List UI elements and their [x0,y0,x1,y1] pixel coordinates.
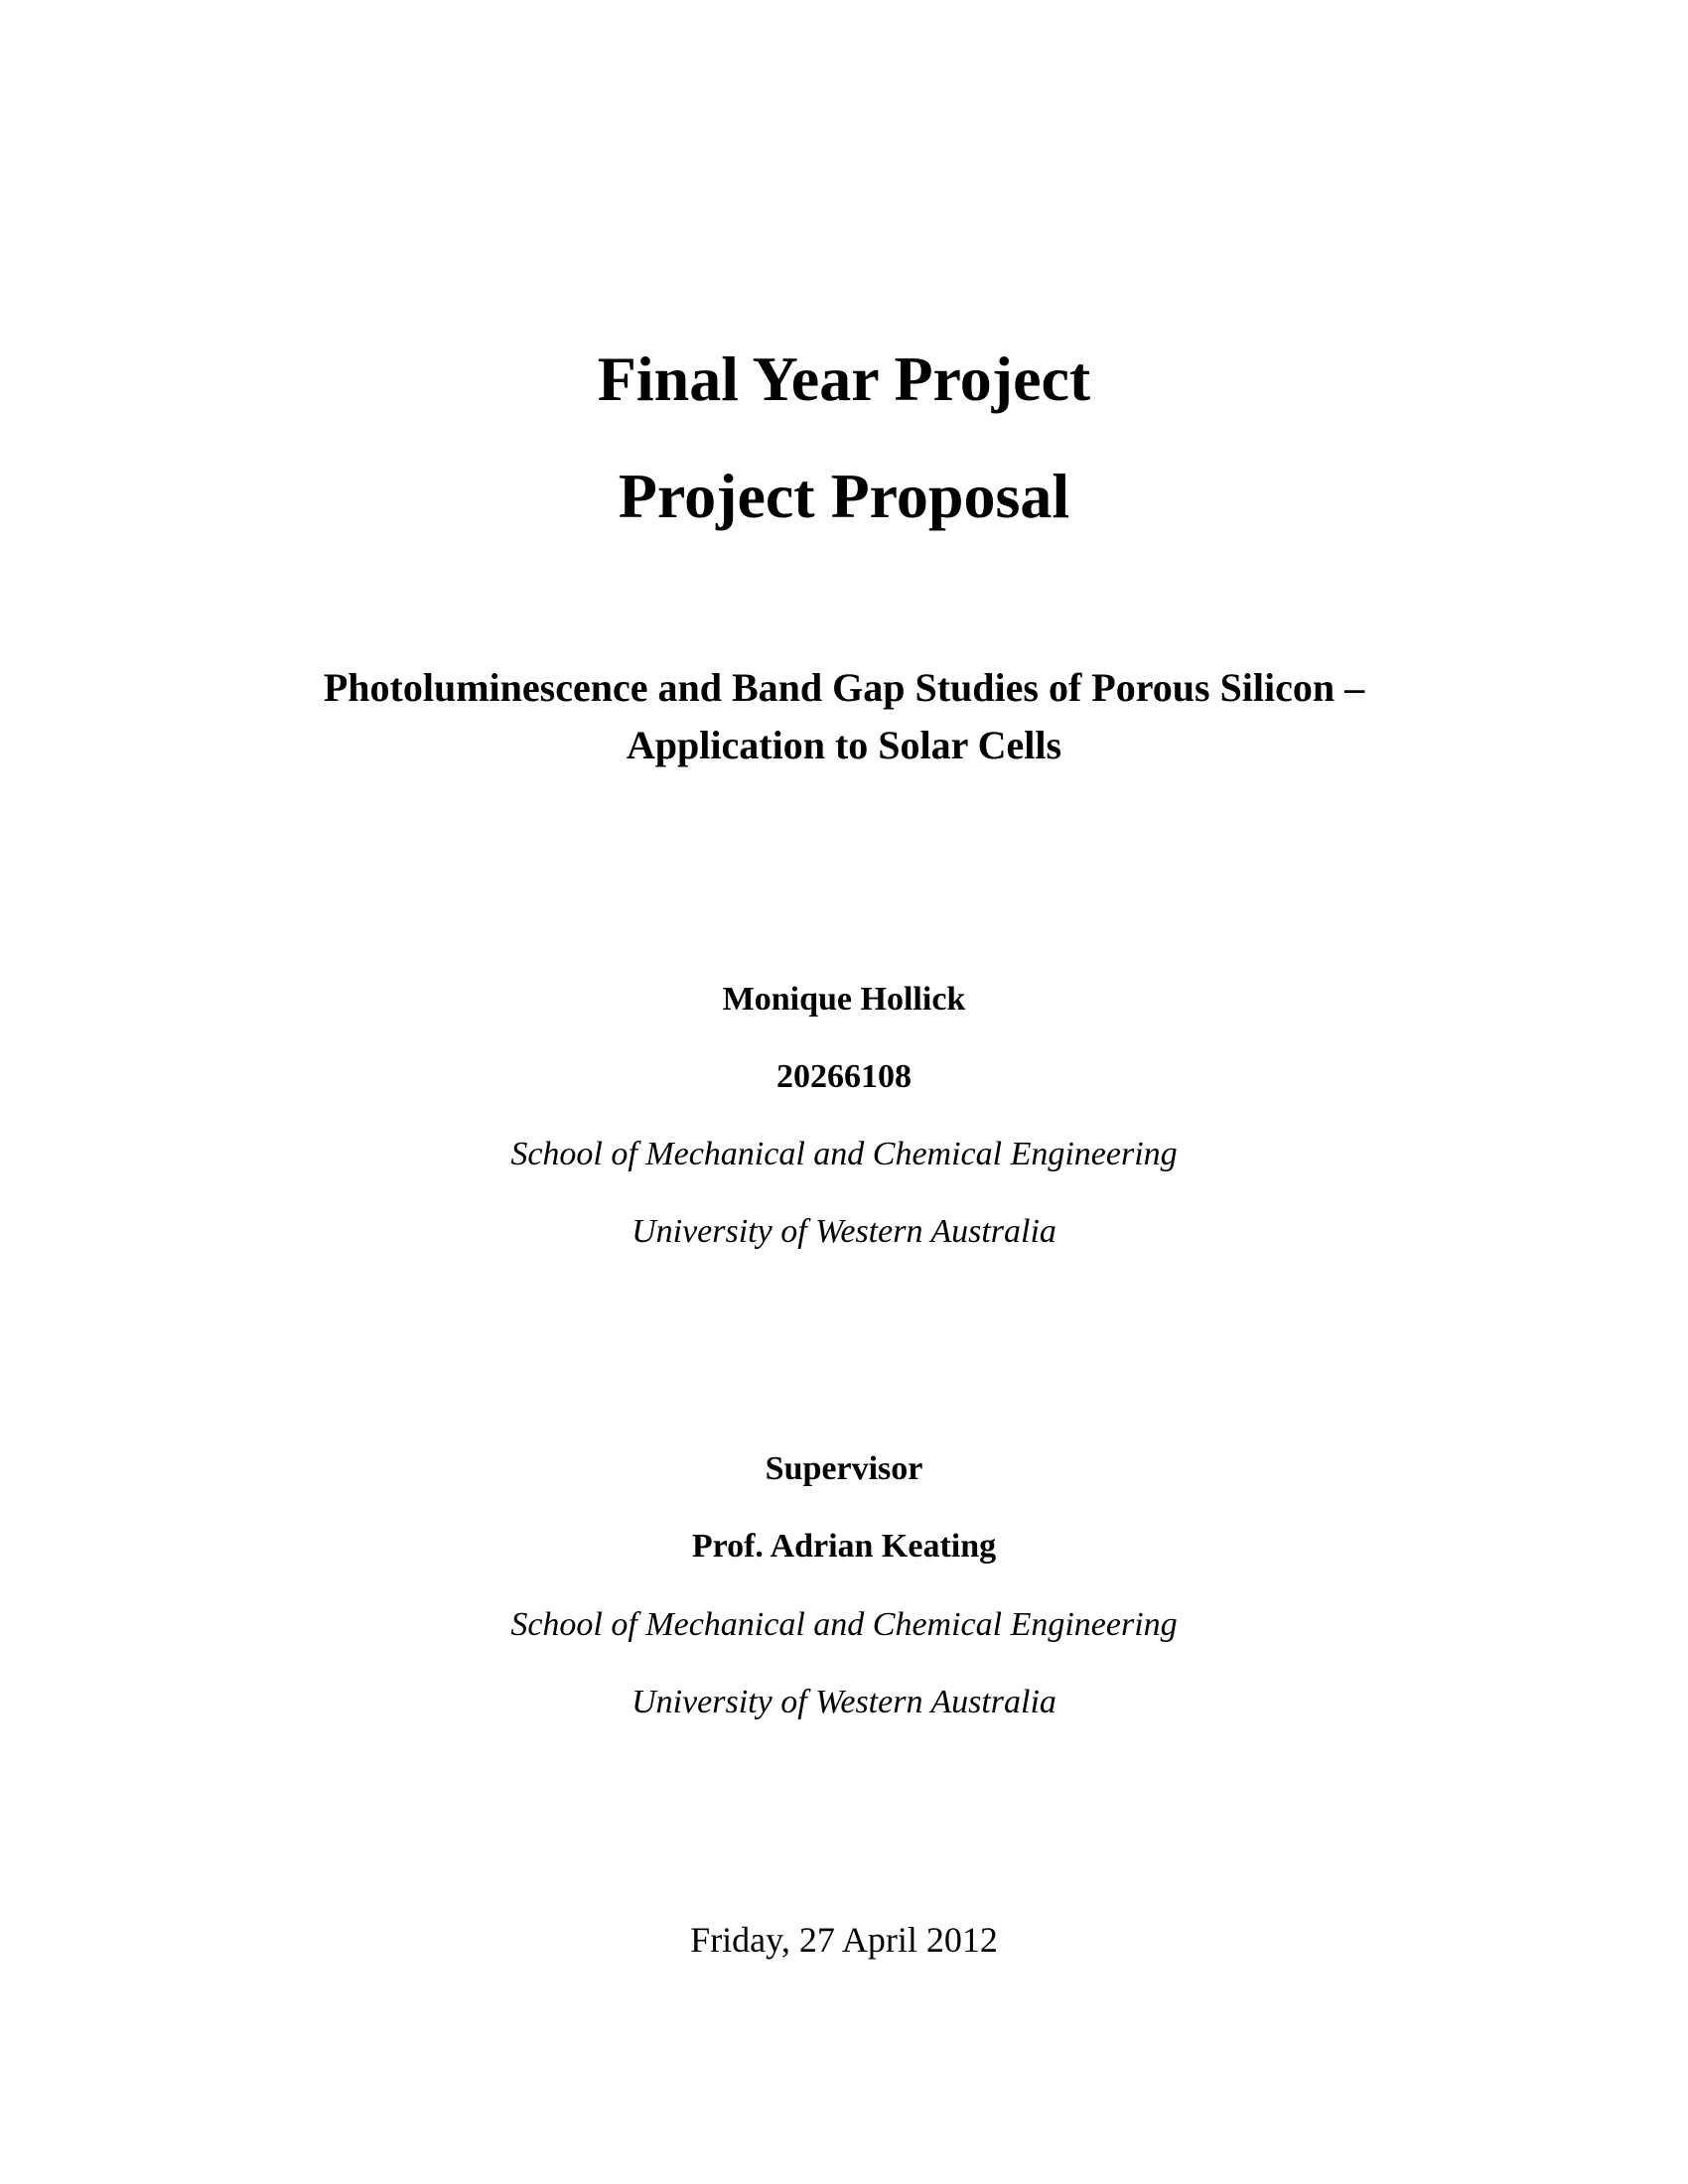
supervisor-name: Prof. Adrian Keating [691,1528,997,1565]
author-university: University of Western Australia [632,1213,1056,1250]
document-title-line-1: Final Year Project [597,343,1091,414]
supervisor-school: School of Mechanical and Chemical Engineering [510,1606,1178,1643]
author-name: Monique Hollick [722,981,966,1018]
thesis-title-line-1: Photoluminescence and Band Gap Studies of Porous Silicon – [323,665,1365,710]
document-title-line-2: Project Proposal [618,461,1070,531]
student-id: 20266108 [776,1058,912,1095]
supervisor-heading: Supervisor [765,1450,923,1487]
document-date: Friday, 27 April 2012 [690,1920,998,1960]
author-school: School of Mechanical and Chemical Engineering [510,1136,1178,1172]
supervisor-university: University of Western Australia [632,1684,1056,1720]
thesis-title-line-2: Application to Solar Cells [626,723,1062,767]
